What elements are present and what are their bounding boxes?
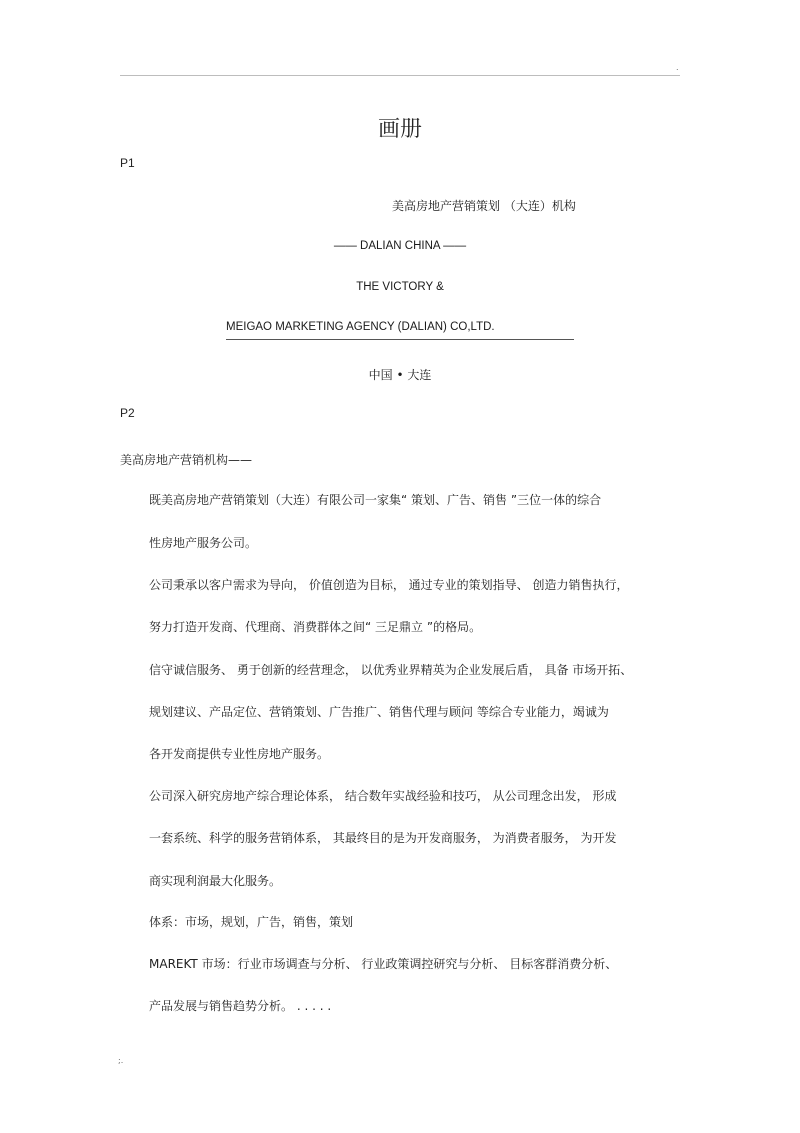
p2-heading: 美高房地产营销机构—— — [120, 453, 253, 467]
header-rule — [120, 75, 680, 76]
body-line: 商实现利润最大化服务。 — [149, 874, 282, 888]
section-label-p2: P2 — [120, 406, 135, 420]
section-label-p1: P1 — [120, 156, 135, 170]
body-line: 既美高房地产营销策划（大连）有限公司一家集“ 策划、广告、销售 ”三位一体的综合 — [149, 493, 602, 507]
company-name-cn: 美高房地产营销策划 （大连）机构 — [392, 199, 576, 213]
body-line: 公司深入研究房地产综合理论体系， 结合数年实战经验和技巧， 从公司理念出发， 形成 — [149, 789, 617, 803]
body-line: 努力打造开发商、代理商、消费群体之间“ 三足鼎立 ”的格局。 — [149, 620, 482, 634]
body-line: 信守诚信服务、 勇于创新的经营理念， 以优秀业界精英为企业发展后盾， 具备 市场开拓、 — [149, 663, 633, 677]
body-line: 一套系统、科学的服务营销体系， 其最终目的是为开发商服务， 为消费者服务， 为开发 — [149, 831, 617, 845]
body-line: 公司秉承以客户需求为导向， 价值创造为目标， 通过专业的策划指导、 创造力销售执行， — [149, 578, 629, 592]
header-corner-mark: . — [676, 63, 679, 72]
body-line: 性房地产服务公司。 — [149, 536, 258, 550]
footer-mark: ;. — [118, 1056, 124, 1065]
body-line: 产品发展与销售趋势分析。 . . . . . — [149, 999, 332, 1013]
city-cn: 中国 • 大连 — [368, 368, 432, 382]
body-line: 体系：市场，规划，广告，销售，策划 — [149, 915, 354, 929]
body-line: MAREKT 市场：行业市场调查与分析、 行业政策调控研究与分析、 目标客群消费分析、 — [149, 957, 618, 971]
body-line: 规划建议、产品定位、营销策划、广告推广、销售代理与顾问 等综合专业能力，竭诚为 — [149, 705, 609, 719]
page-title: 画册 — [377, 117, 422, 142]
victory-line: THE VICTORY & — [356, 281, 444, 293]
body-line: 各开发商提供专业性房地产服务。 — [149, 747, 330, 761]
agency-name-en: MEIGAO MARKETING AGENCY (DALIAN) CO,LTD. — [226, 321, 495, 333]
agency-underline — [226, 339, 574, 340]
dalian-china-line: —— DALIAN CHINA —— — [333, 240, 467, 252]
